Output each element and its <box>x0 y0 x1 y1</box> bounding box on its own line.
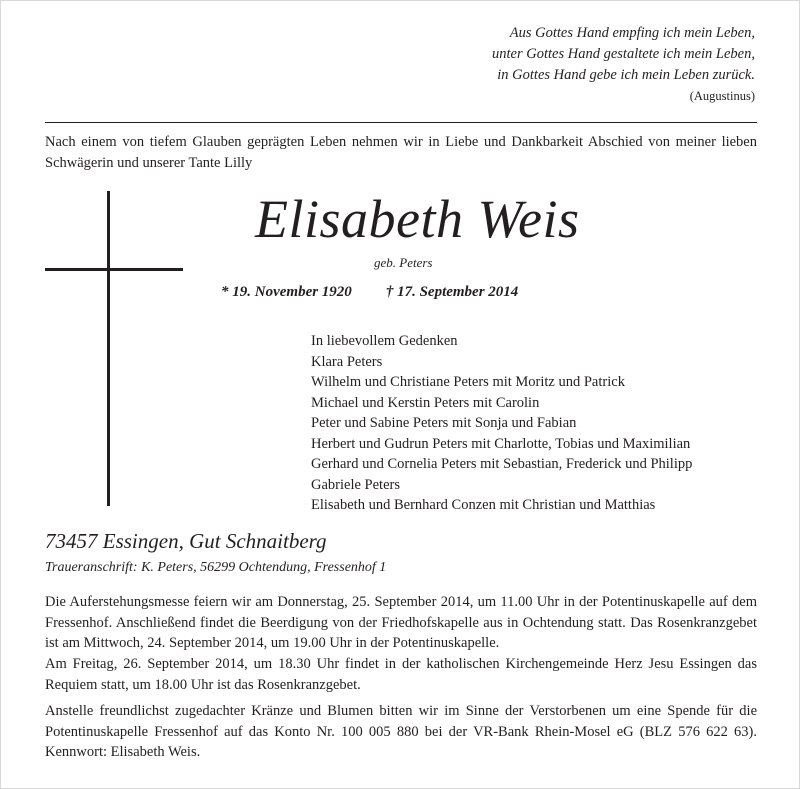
mourner-line: Michael und Kerstin Peters mit Carolin <box>311 394 540 411</box>
deceased-name: Elisabeth Weis <box>255 189 580 249</box>
quote-source: (Augustinus) <box>689 89 755 103</box>
birth-date: * 19. November 1920 <box>221 284 352 300</box>
cross-icon-vertical <box>107 191 110 506</box>
mourner-line: In liebevollem Gedenken <box>311 333 458 349</box>
birth-name: geb. Peters <box>374 255 433 270</box>
place-line: 73457 Essingen, Gut Schnaitberg <box>45 529 327 553</box>
life-dates <box>221 282 552 302</box>
mourner-line: Herbert und Gudrun Peters mit Charlotte, Tobias und Maximilian <box>311 435 691 452</box>
mourner-line: Wilhelm und Christiane Peters mit Moritz und Patrick <box>311 374 625 390</box>
quote-line: unter Gottes Hand gestaltete ich mein Leben, <box>492 46 755 62</box>
mourners-list <box>311 331 692 516</box>
mourner-line: Peter und Sabine Peters mit Sonja und Fabian <box>311 415 577 431</box>
quote-line: in Gottes Hand gebe ich mein Leben zurück. <box>497 67 755 83</box>
requiem-paragraph: Am Freitag, 26. September 2014, um 18.30 Uhr findet in der katholischen Kirchengemeinde Herz Jesu Essingen das Requiem statt, um 18.00 Uhr ist das Rosenkranzgebet. <box>45 656 757 693</box>
epigraph-quote <box>492 23 755 105</box>
cross-icon-horizontal <box>45 268 183 271</box>
intro-text: Nach einem von tiefem Glauben geprägten Leben nehmen wir in Liebe und Dankbarkeit Abschied von meiner lieben Schwägerin und unserer Tante Lilly <box>45 134 757 171</box>
service-info-paragraph: Die Auferstehungsmesse feiern wir am Donnerstag, 25. September 2014, um 11.00 Uhr in der Potentinuskapelle auf dem Fressenhof. Anschließend findet die Beerdigung von der Friedhofskapelle aus in Ochtendung statt. Das Rosenkranzgebet ist am Mittwoch, 24. September 2014, um 19.00 Uhr in der Potentinuskapelle. <box>45 594 757 651</box>
quote-line: Aus Gottes Hand empfing ich mein Leben, <box>509 25 755 41</box>
mourner-line: Gerhard und Cornelia Peters mit Sebastian, Frederick und Philipp <box>311 456 693 472</box>
death-date: † 17. September 2014 <box>385 284 519 300</box>
mourning-address: Traueranschrift: K. Peters, 56299 Ochtendung, Fressenhof 1 <box>45 560 387 575</box>
mourner-line: Klara Peters <box>311 353 383 370</box>
donation-paragraph: Anstelle freundlichst zugedachter Kränze und Blumen bitten wir im Sinne der Verstorbenen um eine Spende für die Potentinuskapelle Fressenhof auf das Konto Nr. 100 005 880 bei der VR-Bank Rhein-Mosel eG (BLZ 576 622 63). Kennwort: Elisabeth Weis. <box>45 703 757 760</box>
mourner-line: Elisabeth und Bernhard Conzen mit Christian und Matthias <box>311 497 656 513</box>
top-divider <box>45 122 757 123</box>
mourner-line: Gabriele Peters <box>311 476 400 493</box>
